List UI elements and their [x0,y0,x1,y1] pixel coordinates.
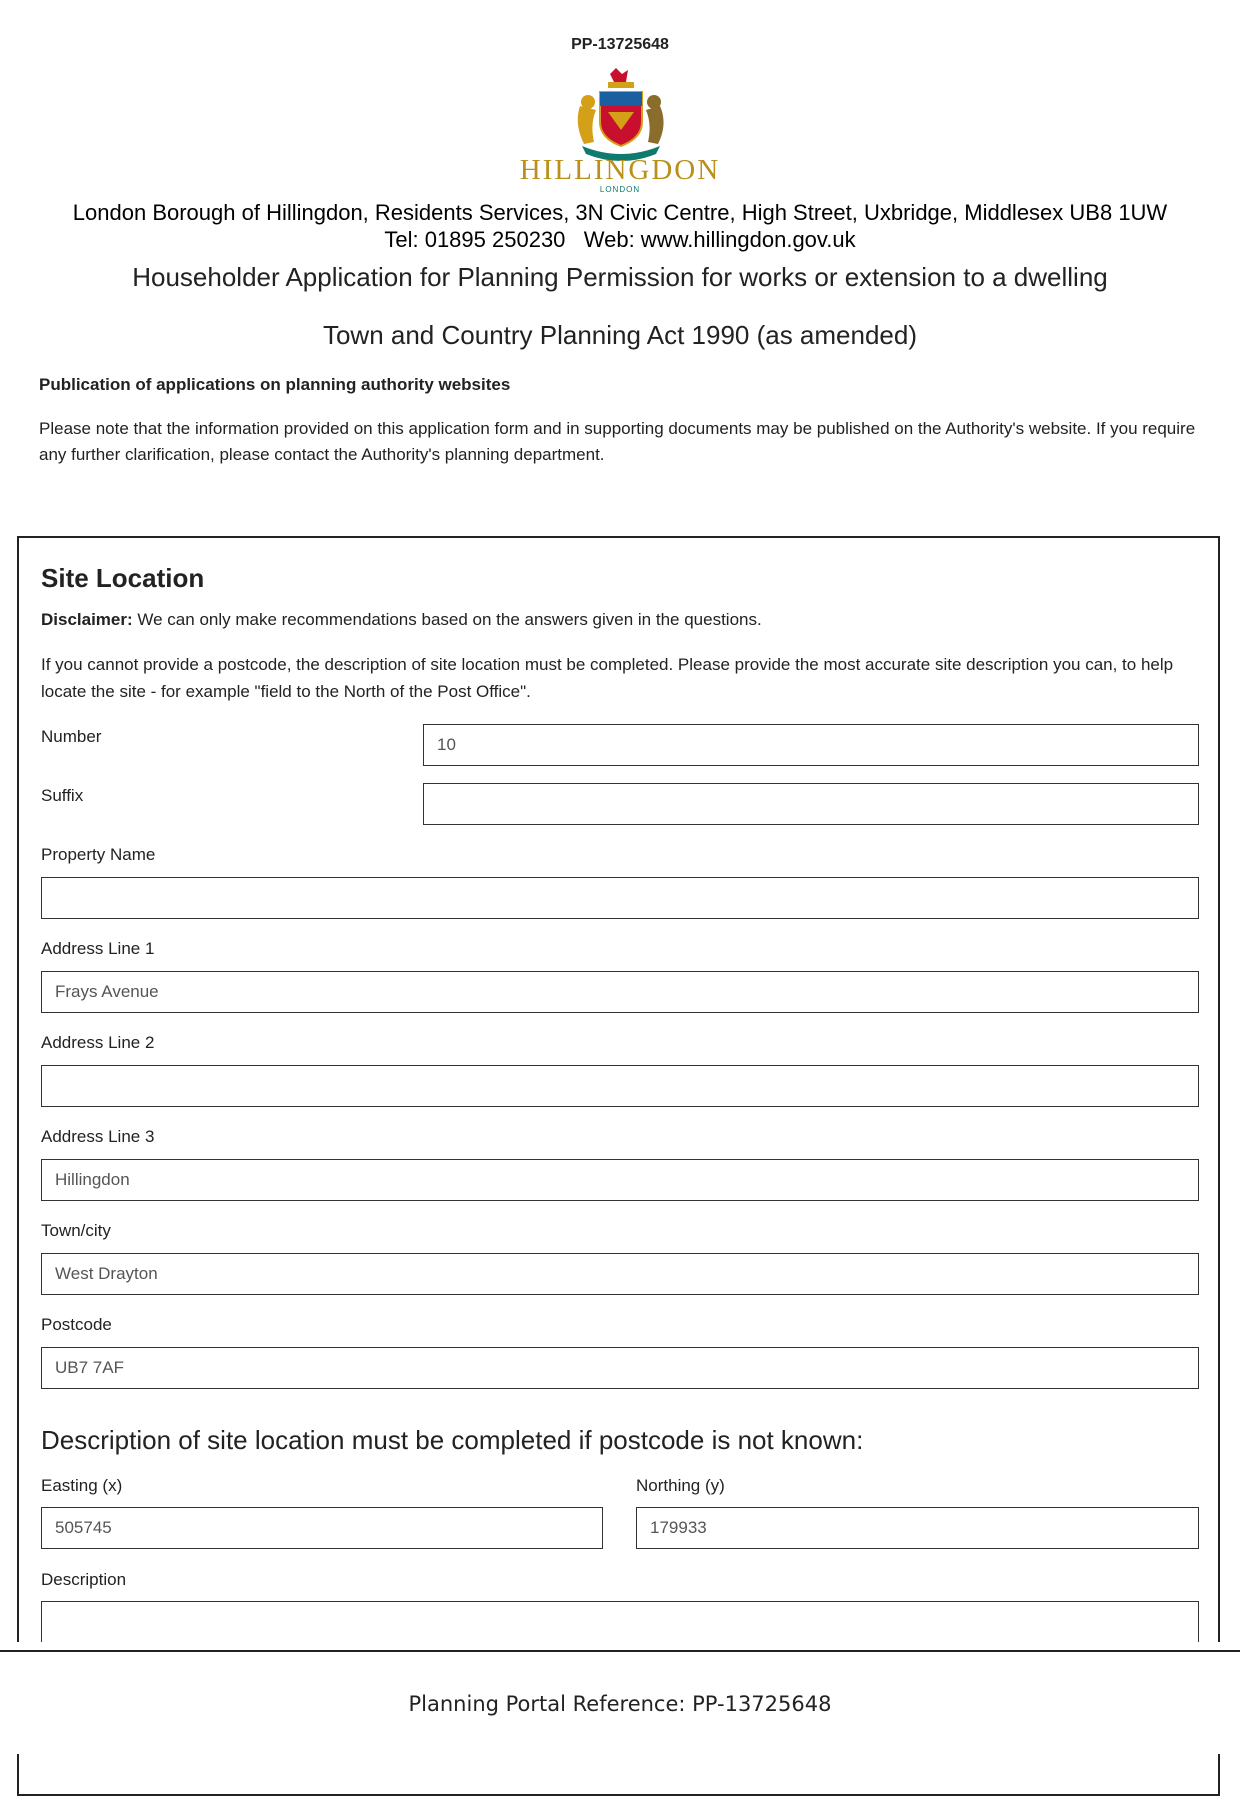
disclaimer-text: We can only make recommendations based on the answers given in the questions. [132,610,762,629]
coat-of-arms-icon [510,66,730,194]
svg-text:HILLINGDON: HILLINGDON [519,154,721,186]
disclaimer-label: Disclaimer: [41,610,133,629]
town-city-field[interactable]: West Drayton [41,1253,1199,1295]
suffix-label: Suffix [41,786,84,805]
postcode-field[interactable]: UB7 7AF [41,1347,1199,1389]
easting-field[interactable]: 505745 [41,1507,603,1549]
footer-reference: Planning Portal Reference: PP-13725648 [408,1692,832,1716]
council-address [0,199,1240,253]
footer-divider [0,1650,1240,1652]
form-title: Householder Application for Planning Permission for works or extension to a dwelling [132,262,1108,292]
contact-line: Tel: 01895 250230 Web: www.hillingdon.gov.uk [384,227,856,252]
property-name-field[interactable] [41,877,1199,919]
easting-label: Easting (x) [41,1476,123,1495]
postcode-label: Postcode [41,1315,112,1334]
hillingdon-logo [510,66,730,194]
address-line-3-label: Address Line 3 [41,1127,155,1146]
publication-text: Please note that the information provided on this application form and in supporting documents may be published on the Authority's website. If you require any further clarification, please contact the Authority's planning department. [39,419,1196,464]
northing-field[interactable]: 179933 [636,1507,1199,1549]
northing-label: Northing (y) [636,1476,725,1495]
property-name-label: Property Name [41,845,156,864]
address-line-3-field[interactable]: Hillingdon [41,1159,1199,1201]
site-location-title: Site Location [41,563,205,593]
reference-number: PP-13725648 [571,36,669,53]
address-line-2-field[interactable] [41,1065,1199,1107]
number-field[interactable]: 10 [423,724,1199,766]
address-line-2-label: Address Line 2 [41,1033,155,1052]
address-line: London Borough of Hillingdon, Residents Services, 3N Civic Centre, High Street, Uxbridge, Middlesex UB8 1UW [72,200,1168,225]
description-section-heading: Description of site location must be completed if postcode is not known: [41,1425,864,1455]
address-line-1-field[interactable]: Frays Avenue [41,971,1199,1013]
publication-heading: Publication of applications on planning authority websites [39,375,511,394]
suffix-field[interactable] [423,783,1199,825]
disclaimer [41,610,762,630]
address-line-1-label: Address Line 1 [41,939,155,958]
description-label: Description [41,1570,127,1589]
town-city-label: Town/city [41,1221,111,1240]
svg-text:LONDON: LONDON [599,185,641,194]
site-location-help: If you cannot provide a postcode, the description of site location must be completed. Please provide the most accurate site description you can, to help locate the site - for example "field to the North of the Post Office". [41,655,1174,701]
number-label: Number [41,727,102,746]
form-act: Town and Country Planning Act 1990 (as amended) [322,320,918,350]
